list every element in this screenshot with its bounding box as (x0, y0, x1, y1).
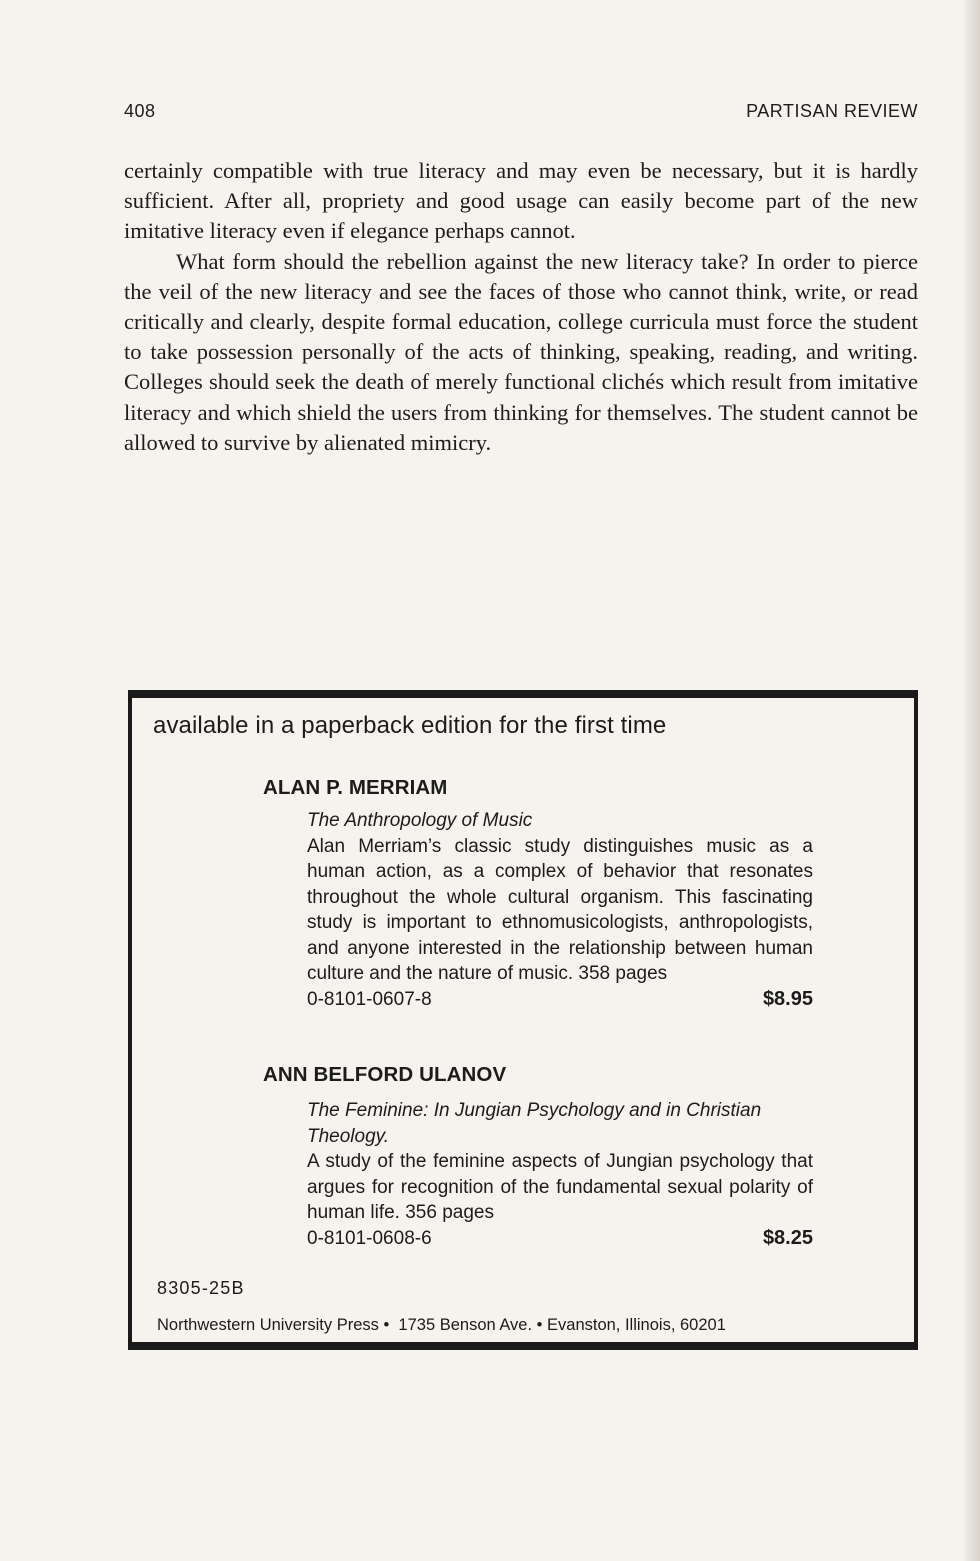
isbn-price-line (307, 1226, 813, 1252)
ad-code: 8305-25B (157, 1278, 245, 1298)
ad-tagline: available in a paperback edition for the first time (153, 712, 667, 739)
page-number: 408 (124, 101, 156, 121)
book-isbn: 0-8101-0608-6 (307, 1227, 432, 1249)
book-entry (307, 1098, 813, 1251)
book-advertisement (128, 690, 918, 1350)
publisher-address: Northwestern University Press • 1735 Benson Ave. • Evanston, Illinois, 60201 (157, 1316, 726, 1334)
running-head (124, 101, 918, 125)
book-isbn: 0-8101-0607-8 (307, 988, 432, 1010)
book-price: $8.25 (762, 1226, 813, 1249)
paragraph: certainly compatible with true literacy and may even be necessary, but it is hardly sufficient. After all, propriety and good usage can easily become part of the new imitative literacy even if elegance perhaps cannot. (124, 158, 918, 244)
book-author: ALAN P. MERRIAM (263, 776, 448, 799)
isbn-price-line (307, 987, 813, 1013)
book-entry (307, 808, 813, 1012)
book-price: $8.95 (762, 987, 813, 1010)
paragraph: What form should the rebellion against the new literacy take? In order to pierce the veil of the new literacy and see the faces of those who cannot think, write, or read critically and clearly, despite formal education, college curricula must force the student to take possession personally of the acts of thinking, speaking, reading, and writing. Colleges should seek the death of merely functional clichés which result from imitative literacy and which shield the users from thinking for themselves. The student cannot be allowed to survive by alienated mimicry. (124, 248, 918, 455)
book-author: ANN BELFORD ULANOV (263, 1063, 507, 1086)
book-title: The Anthropology of Music (307, 810, 533, 831)
page-spine-shadow (962, 0, 980, 1561)
book-title: The Feminine: In Jungian Psychology and in Christian Theology. (307, 1100, 762, 1147)
book-description: Alan Merriam’s classic study distinguishes music as a human action, as a complex of behavior that resonates throughout the whole cultural organism. This fascinating study is important to ethnomusicologists, anthropologists, and anyone interested in the relationship between human culture and the nature of music. 358 pages (307, 835, 813, 984)
journal-title: PARTISAN REVIEW (746, 101, 918, 121)
book-description: A study of the feminine aspects of Jungian psychology that argues for recognition of the fundamental sexual polarity of human life. 356 pages (307, 1151, 813, 1223)
article-body (124, 156, 918, 458)
